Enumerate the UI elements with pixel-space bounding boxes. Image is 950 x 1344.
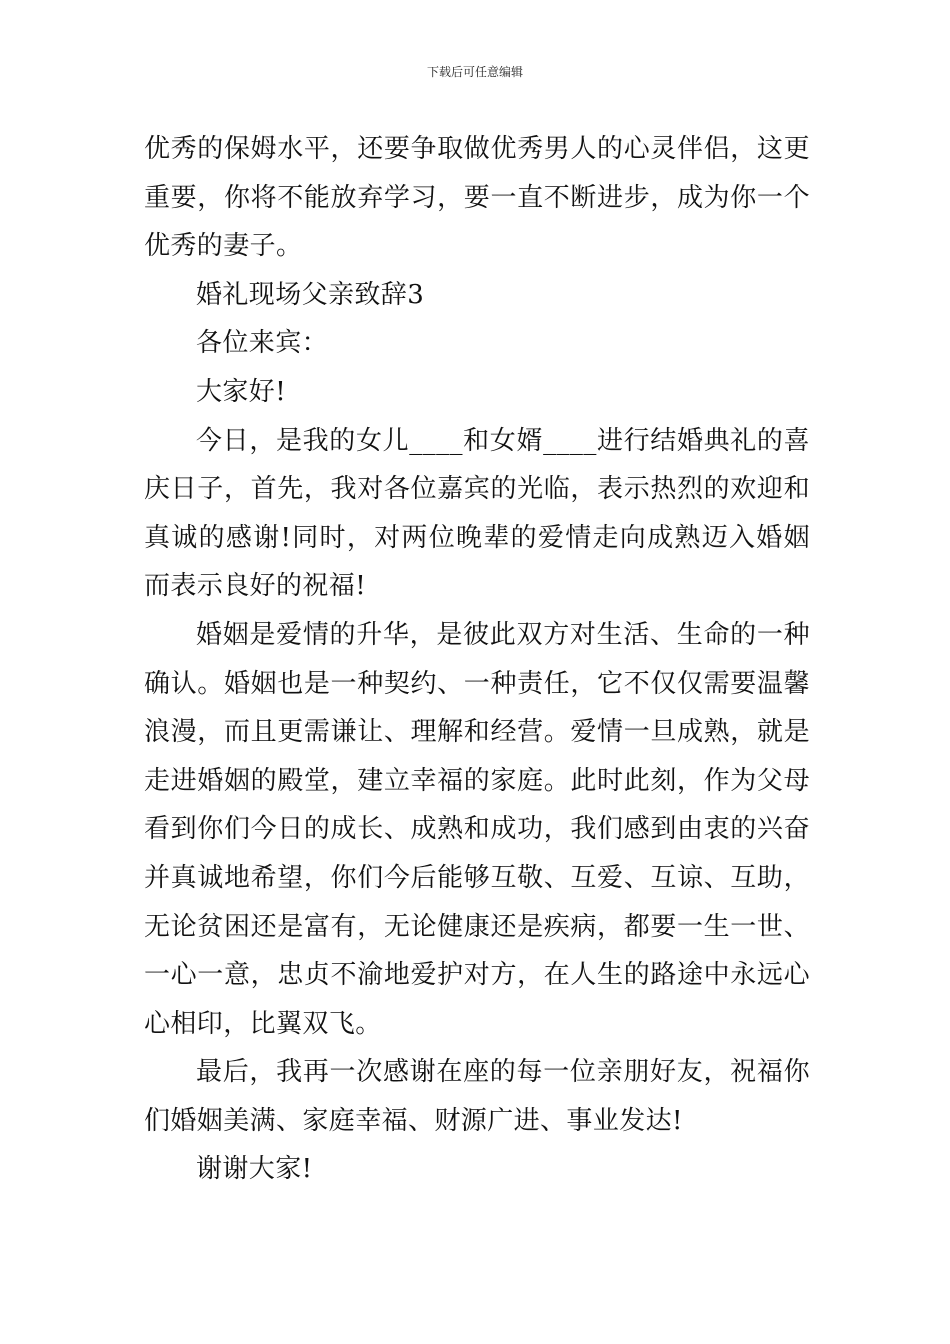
paragraph-opening: 今日，是我的女儿____和女婿____进行结婚典礼的喜庆日子，首先，我对各位嘉宾的光临，表示热烈的欢迎和真诚的感谢!同时，对两位晚辈的爱情走向成熟迈入婚姻而表示良好的祝福! [144,425,810,602]
greeting: 大家好! [196,376,287,407]
paragraph-marriage: 婚姻是爱情的升华，是彼此双方对生活、生命的一种确认。婚姻也是一种契约、一种责任，它不仅仅需要温馨浪漫，而且更需谦让、理解和经营。爱情一旦成熟，就是走进婚姻的殿堂，建立幸福的家庭。此时此刻，作为父母看到你们今日的成长、成熟和成功，我们感到由衷的兴奋并真诚地希望，你们今后能够互敬、互爱、互谅、互助，无论贫困还是富有，无论健康还是疾病，都要一生一世、一心一意，忠贞不渝地爱护对方，在人生的路途中永远心心相印，比翼双飞。 [144,619,810,1039]
speech-title: 婚礼现场父亲致辞3 [196,279,425,310]
paragraph-closing: 最后，我再一次感谢在座的每一位亲朋好友，祝福你们婚姻美满、家庭幸福、财源广进、事业发达! [144,1057,810,1136]
paragraph-continuation: 优秀的保姆水平，还要争取做优秀男人的心灵伴侣，这更重要，你将不能放弃学习，要一直不断进步，成为你一个优秀的妻子。 [144,134,810,262]
salutation: 各位来宾： [196,328,329,359]
document-body [144,125,810,1194]
thanks-line: 谢谢大家! [196,1154,313,1185]
page-header-note: 下载后可任意编辑 [426,65,523,79]
